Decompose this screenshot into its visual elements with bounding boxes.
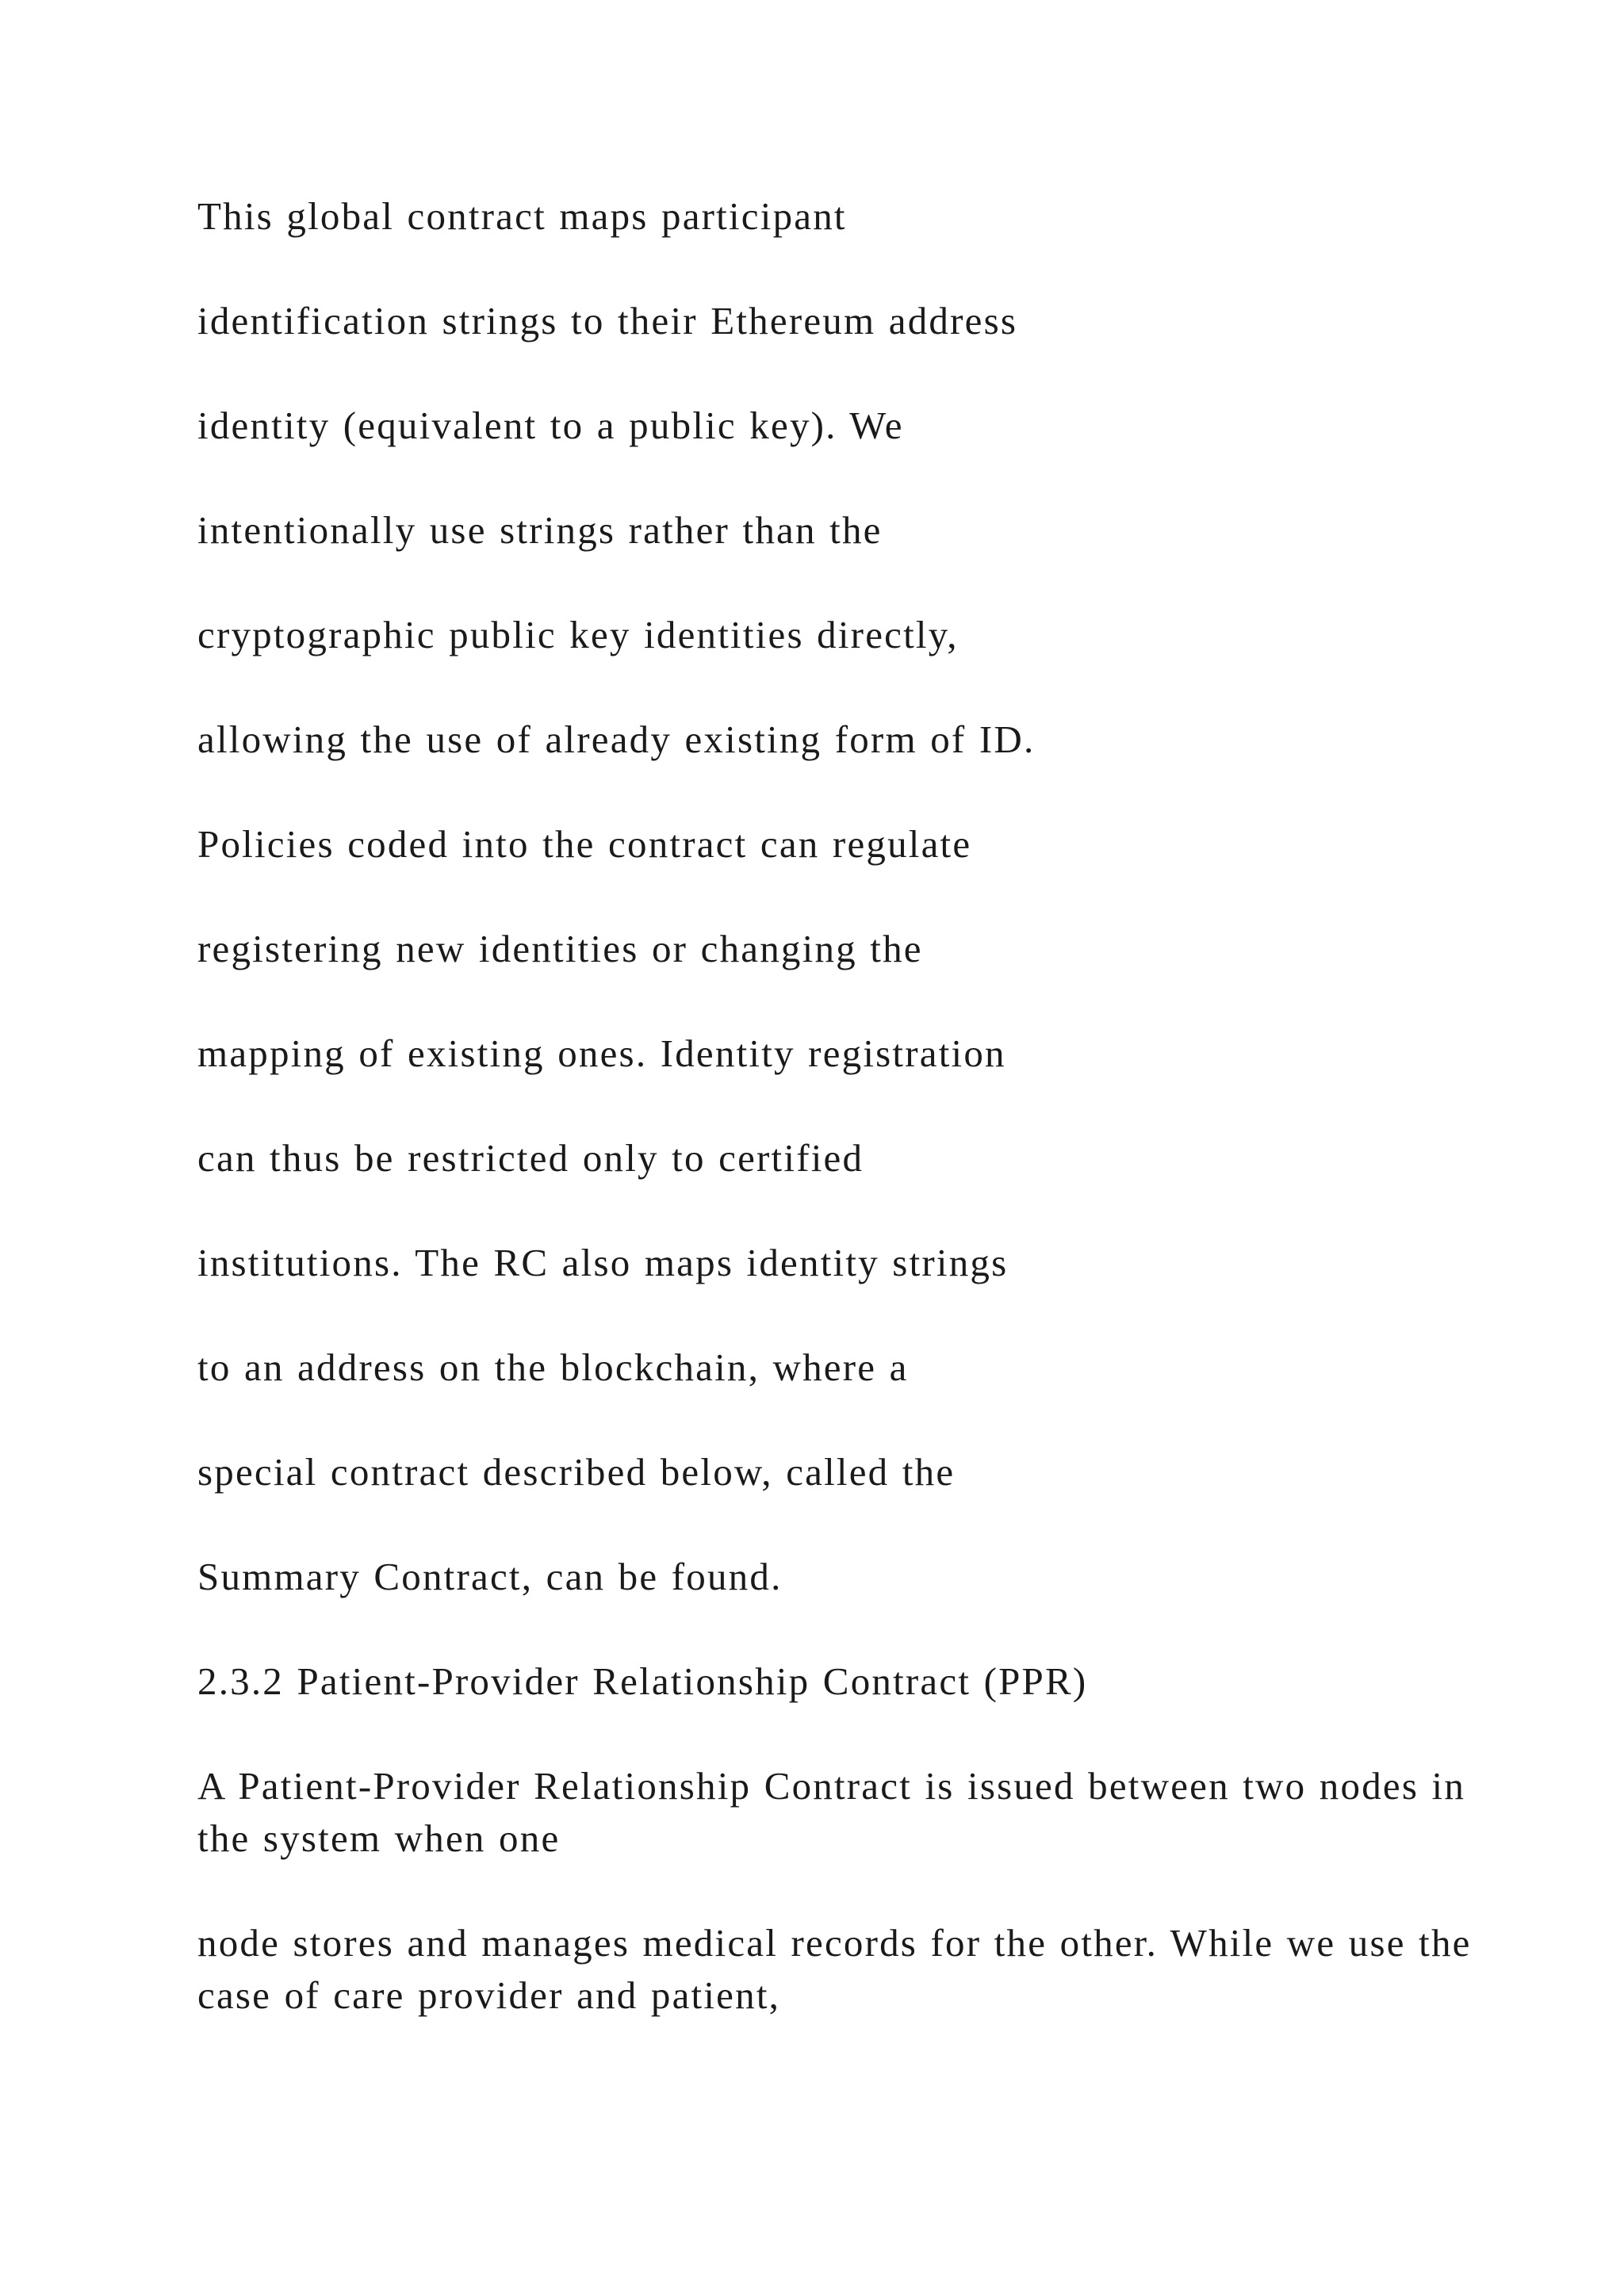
paragraph: node stores and manages medical records for the other. While we use the case of care provider and patient, <box>197 1921 1472 2017</box>
document-body <box>197 190 1498 2022</box>
text-line: This global contract maps participant <box>197 194 847 238</box>
text-line: Policies coded into the contract can regulate <box>197 822 972 866</box>
paragraph: A Patient-Provider Relationship Contract is issued between two nodes in the system when one <box>197 1764 1466 1860</box>
text-line: intentionally use strings rather than the <box>197 508 883 552</box>
text-line: cryptographic public key identities directly, <box>197 613 959 656</box>
text-line: to an address on the blockchain, where a <box>197 1345 909 1389</box>
text-line: institutions. The RC also maps identity strings <box>197 1241 1009 1284</box>
text-line: mapping of existing ones. Identity registration <box>197 1031 1006 1075</box>
text-line: special contract described below, called the <box>197 1450 956 1494</box>
text-line: registering new identities or changing the <box>197 927 923 970</box>
text-line: identity (equivalent to a public key). We <box>197 404 904 447</box>
text-line: Summary Contract, can be found. <box>197 1555 783 1598</box>
text-line: allowing the use of already existing form of ID. <box>197 718 1036 761</box>
text-line: can thus be restricted only to certified <box>197 1136 864 1180</box>
text-line: identification strings to their Ethereum address <box>197 299 1018 342</box>
section-heading: 2.3.2 Patient-Provider Relationship Contract (PPR) <box>197 1659 1088 1703</box>
